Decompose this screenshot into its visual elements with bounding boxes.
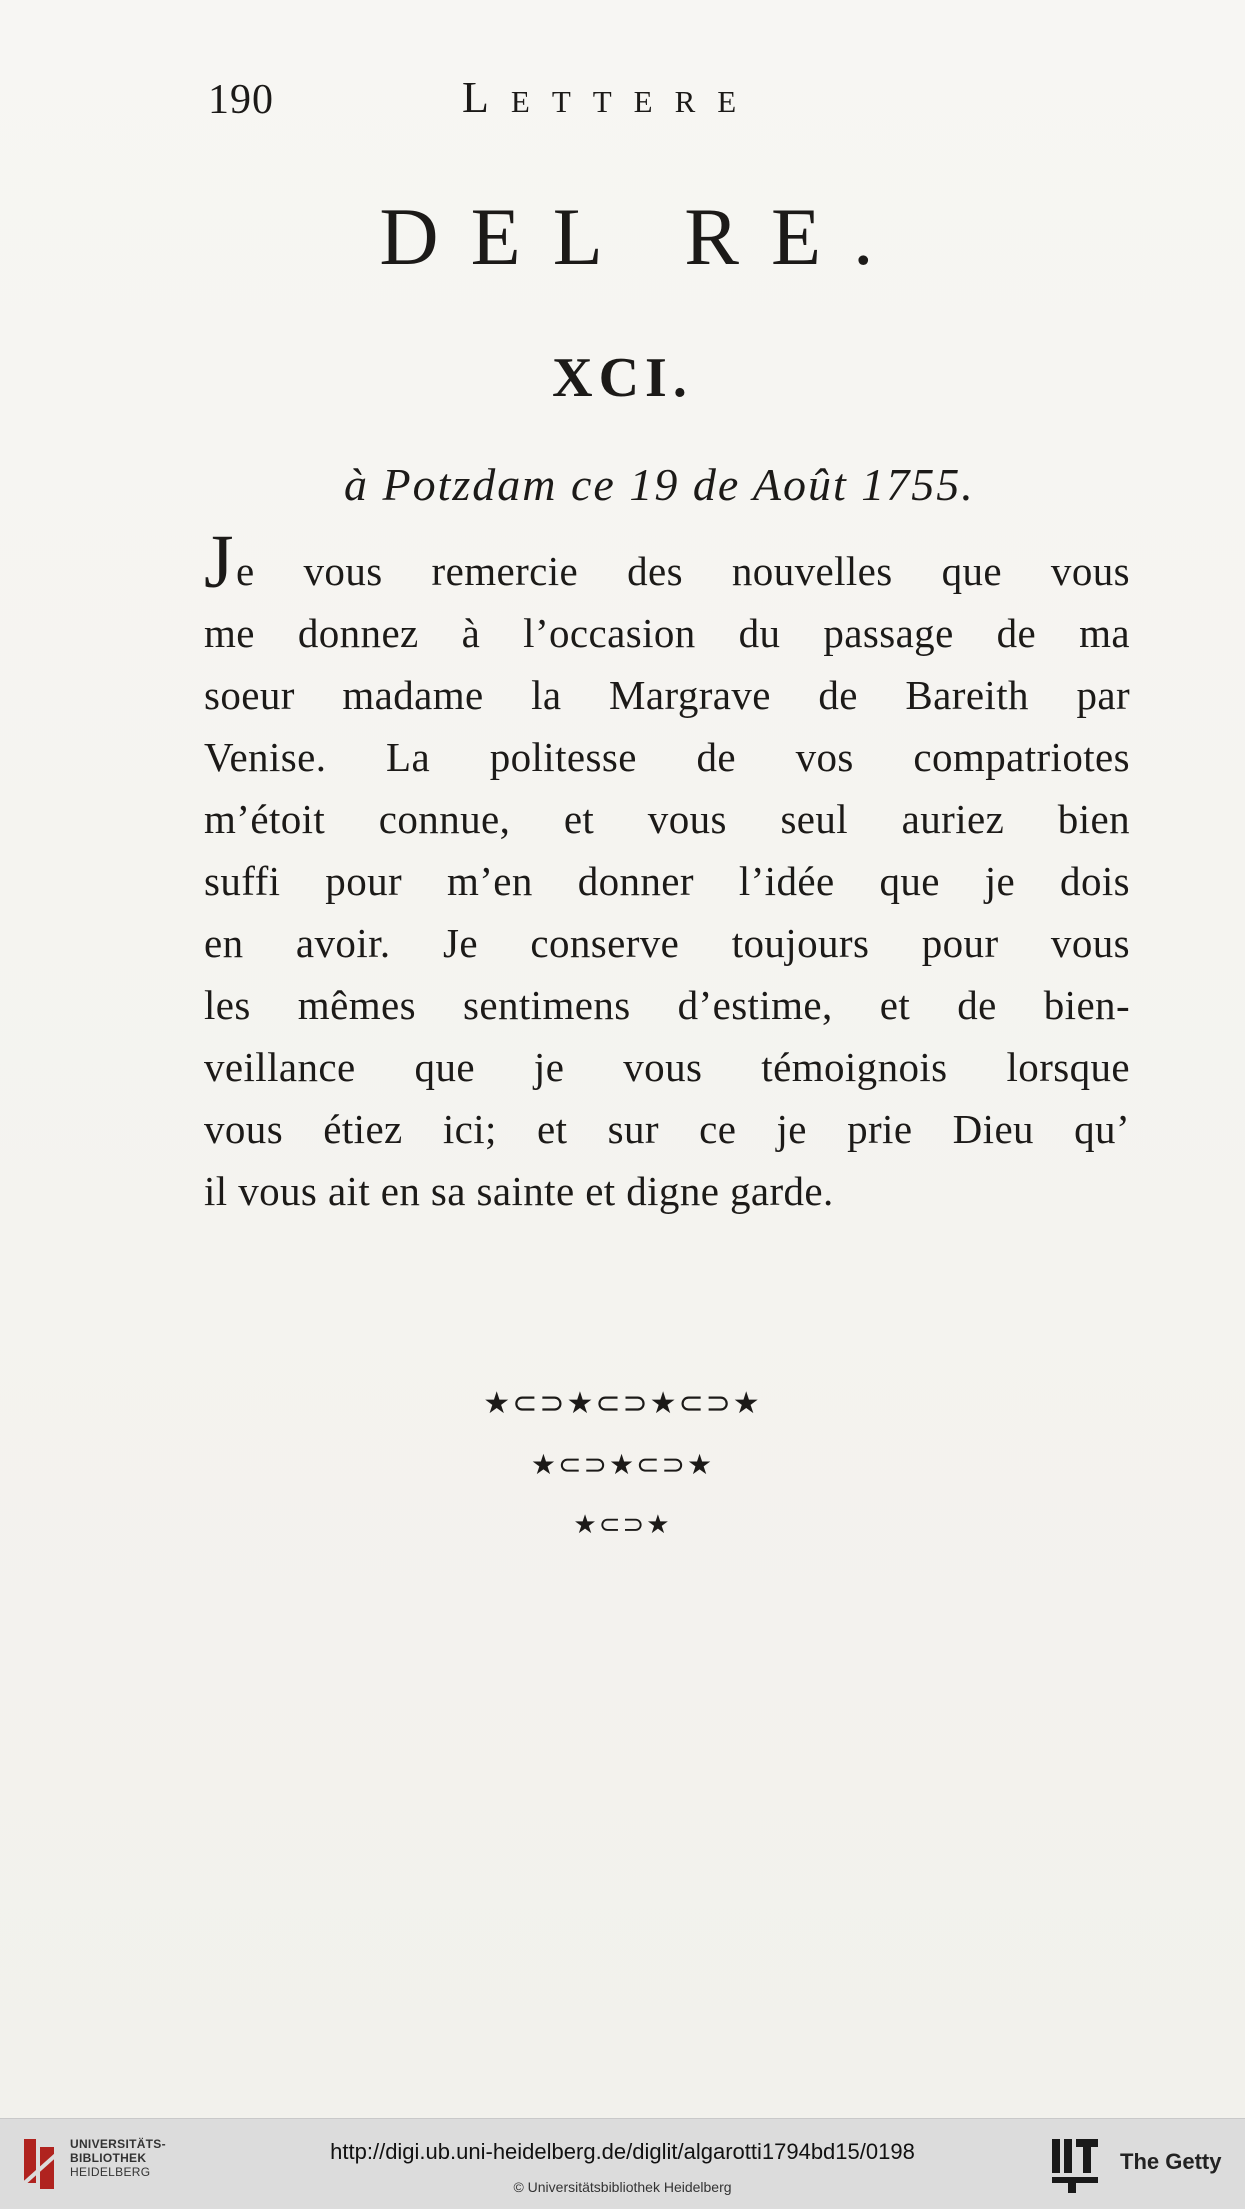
library-name-line: HEIDELBERG [70,2165,151,2179]
dateline: à Potzdam ce 19 de Août 1755. [344,459,975,510]
viewer-footer [0,2118,1245,2209]
body-line: en avoir. Je conserve toujours pour vous [204,920,1130,966]
ornament-row-1: ★⊂⊃★⊂⊃★⊂⊃★ [483,1386,762,1421]
body-line: m’étoit connue, et vous seul auriez bien [204,796,1130,842]
letter-body [204,520,1130,1222]
body-line: soeur madame la Margrave de Bareith par [204,672,1130,718]
running-title: Lettere [462,73,759,122]
body-line: Venise. La politesse de vos compatriotes [204,734,1130,780]
body-line-text: e vous remercie des nouvelles que vous [235,548,1130,594]
library-name-line: BIBLIOTHEK [70,2151,147,2165]
letter-number: XCI. [552,347,693,409]
letter-heading: DEL RE. [379,191,906,282]
body-line: les mêmes sentimens d’estime, et de bien- [204,982,1130,1028]
body-line [204,520,1130,604]
getty-logo-icon [1048,2133,1102,2195]
sponsor-name: The Getty [1120,2149,1222,2174]
body-line: me donnez à l’occasion du passage de ma [204,610,1130,656]
ornament-row-2: ★⊂⊃★⊂⊃★ [530,1448,715,1481]
body-line: il vous ait en sa sainte et digne garde. [204,1168,834,1214]
body-line: veillance que je vous témoignois lorsque [204,1044,1130,1090]
copyright-notice: © Universitätsbibliothek Heidelberg [513,2179,732,2195]
body-line: vous étiez ici; et sur ce je prie Dieu qu’ [204,1106,1130,1152]
body-line: suffi pour m’en donner l’idée que je dois [204,858,1130,904]
ornament-row-3: ★⊂⊃★ [573,1510,672,1540]
permalink[interactable]: http://digi.ub.uni-heidelberg.de/diglit/algarotti1794bd15/0198 [330,2139,915,2164]
running-head [0,72,1245,132]
library-name-line: UNIVERSITÄTS- [70,2137,166,2151]
page-number: 190 [208,77,274,123]
drop-initial: J [204,520,234,604]
